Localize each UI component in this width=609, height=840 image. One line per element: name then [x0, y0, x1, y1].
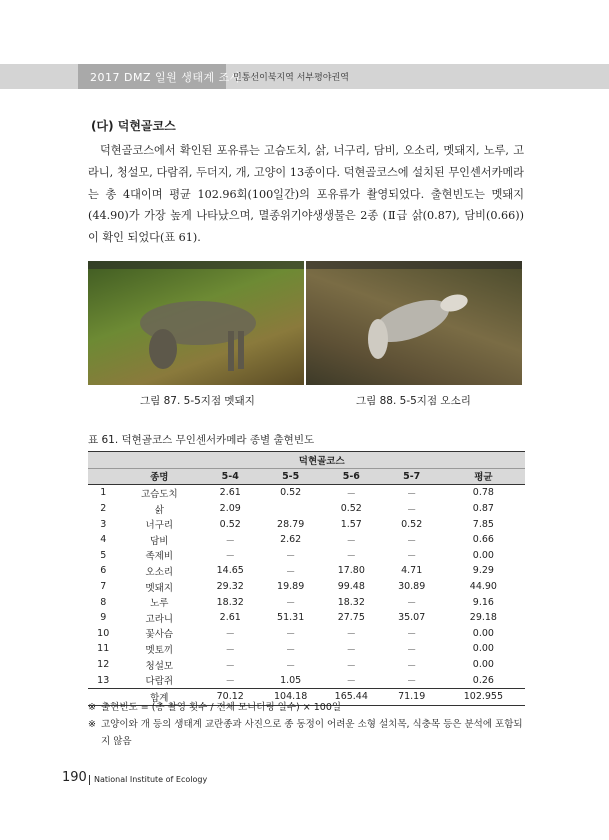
- frequency-cell: 2.62: [280, 534, 302, 546]
- column-header: 5-7: [382, 468, 442, 485]
- frequency-cell: －: [285, 598, 296, 610]
- frequency-cell: 9.29: [472, 565, 494, 577]
- column-header: 5-4: [200, 468, 260, 485]
- frequency-cell: －: [346, 629, 357, 641]
- row-index-cell: 2: [100, 503, 107, 515]
- frequency-cell: －: [225, 551, 235, 563]
- frequency-cell: 28.79: [277, 518, 305, 530]
- frequency-cell: 2.09: [219, 503, 241, 515]
- frequency-cell: －: [346, 551, 357, 563]
- frequency-cell: 99.48: [337, 581, 365, 593]
- row-index-cell: 3: [100, 518, 107, 530]
- table-row: [88, 532, 525, 548]
- frequency-cell: －: [225, 660, 235, 672]
- total-label: 합계: [118, 688, 200, 705]
- table-body: [88, 485, 525, 705]
- frequency-cell: 2.61: [219, 487, 241, 499]
- frequency-cell: 0.00: [472, 659, 494, 671]
- frequency-cell: 9.16: [472, 596, 494, 608]
- species-name-cell: 삵: [154, 504, 164, 516]
- species-name-cell: 족제비: [145, 551, 174, 563]
- note-mark: ※: [88, 702, 96, 713]
- column-header: 5-6: [321, 468, 382, 485]
- row-index-cell: 1: [100, 487, 107, 499]
- frequency-cell: 0.00: [472, 643, 494, 655]
- frequency-cell: 51.31: [277, 612, 305, 624]
- row-index-cell: 12: [97, 659, 110, 671]
- frequency-cell: 0.87: [472, 503, 494, 515]
- species-name-cell: 다람쥐: [145, 676, 174, 688]
- frequency-cell: －: [225, 535, 235, 547]
- frequency-cell: －: [346, 535, 357, 547]
- frequency-cell: －: [225, 629, 235, 641]
- frequency-cell: －: [285, 644, 296, 656]
- frequency-cell: －: [406, 676, 417, 688]
- total-cell: 70.12: [200, 688, 260, 705]
- frequency-cell: 18.32: [337, 596, 365, 608]
- species-name-cell: 꽃사슴: [145, 629, 174, 641]
- frequency-cell: 29.18: [469, 612, 497, 624]
- row-index-cell: 5: [100, 549, 107, 561]
- table-row: [88, 626, 525, 642]
- frequency-cell: －: [406, 535, 417, 547]
- column-header: 종명: [118, 468, 200, 485]
- table-row: [88, 485, 525, 501]
- figure-caption-left: 그림 87. 5-5지점 멧돼지: [140, 395, 255, 407]
- frequency-cell: 0.00: [472, 549, 494, 561]
- frequency-cell: －: [285, 629, 296, 641]
- frequency-cell: 0.66: [472, 534, 494, 546]
- frequency-cell: 1.05: [280, 674, 302, 686]
- species-name-cell: 노루: [150, 598, 169, 610]
- frequency-cell: －: [346, 488, 357, 500]
- frequency-cell: －: [225, 676, 235, 688]
- table-index-header: [88, 468, 118, 485]
- paragraph-text: 덕현골코스에서 확인된 포유류는 고슴도치, 삵, 너구리, 담비, 오소리, 멧돼지, 노루, 고라니, 청설모, 다람쥐, 두더지, 개, 고양이 13종이다. 덕현골코스에 설치된 무인센서카메라는 총 4대이며 평균 102.96회(100일간)의 포유류가 촬영되었다. 출현빈도는 멧돼지(44.90)가 가장 높게 나타났으며, 멸종위기야생생물은 2종 (Ⅱ급 삵(0.87), 담비(0.66))이 확인 되었다(표 61).: [88, 144, 524, 245]
- frequency-cell: －: [346, 660, 357, 672]
- species-frequency-table: [88, 451, 525, 706]
- footer-organization: National Institute of Ecology: [94, 775, 208, 784]
- row-index-cell: 10: [97, 627, 110, 639]
- frequency-cell: 0.52: [219, 518, 241, 530]
- table-row: [88, 516, 525, 532]
- frequency-cell: 27.75: [337, 612, 365, 624]
- note-text: 고양이와 개 등의 생태계 교란종과 사진으로 종 동정이 어려운 소형 설치목, 식충목 등은 분석에 포함되지 않음: [101, 718, 523, 747]
- total-cell: 104.18: [260, 688, 321, 705]
- species-name-cell: 멧토끼: [145, 644, 174, 656]
- badger-photo: [306, 261, 522, 385]
- frequency-cell: －: [285, 551, 296, 563]
- frequency-cell: －: [406, 598, 417, 610]
- table-row: [88, 610, 525, 626]
- frequency-cell: 17.80: [337, 565, 365, 577]
- frequency-cell: 14.65: [216, 565, 244, 577]
- table-row: [88, 548, 525, 564]
- frequency-cell: 30.89: [398, 581, 426, 593]
- row-index-cell: 6: [100, 565, 107, 577]
- frequency-cell: －: [285, 660, 296, 672]
- note-item: [88, 700, 528, 717]
- row-index-cell: 7: [100, 581, 107, 593]
- frequency-cell: 0.78: [472, 487, 494, 499]
- species-name-cell: 고슴도치: [140, 488, 178, 500]
- wild-boar-silhouette: [88, 261, 304, 385]
- report-title: 2017 DMZ 일원 생태계 조사: [90, 71, 241, 84]
- frequency-cell: －: [406, 629, 417, 641]
- frequency-cell: 18.32: [216, 596, 244, 608]
- body-paragraph: [88, 140, 524, 249]
- species-name-cell: 담비: [150, 535, 169, 547]
- table-row: [88, 579, 525, 595]
- badger-silhouette: [306, 261, 522, 385]
- frequency-cell: 35.07: [398, 612, 426, 624]
- frequency-cell: 0.52: [280, 487, 302, 499]
- camera-timestamp-bar: [306, 261, 522, 269]
- table-row: [88, 501, 525, 517]
- table-row: [88, 594, 525, 610]
- section-heading: (다) 덕현골코스: [91, 119, 176, 133]
- note-text: 출현빈도 = (총 촬영 횟수 / 전체 모니터링 일수) × 100일: [101, 702, 342, 713]
- table-title: 표 61. 덕현골코스 무인센서카메라 종별 출현빈도: [88, 434, 315, 446]
- footer-separator: [89, 775, 90, 785]
- column-header: 5-5: [260, 468, 321, 485]
- note-item: [88, 717, 528, 751]
- frequency-cell: 1.57: [340, 518, 362, 530]
- table-group-header: 덕현골코스: [118, 452, 525, 469]
- frequency-cell: －: [406, 644, 417, 656]
- frequency-cell: －: [346, 644, 357, 656]
- frequency-cell: 0.52: [401, 518, 423, 530]
- table-row: [88, 563, 525, 579]
- frequency-cell: 2.61: [219, 612, 241, 624]
- frequency-cell: －: [406, 504, 417, 516]
- frequency-cell: 19.89: [277, 581, 305, 593]
- frequency-cell: 29.32: [216, 581, 244, 593]
- species-name-cell: 너구리: [145, 520, 174, 532]
- frequency-cell: [260, 501, 321, 517]
- table-notes: [88, 700, 528, 750]
- frequency-cell: 7.85: [472, 518, 494, 530]
- row-index-cell: 9: [100, 612, 107, 624]
- figure-caption-right: 그림 88. 5-5지점 오소리: [356, 395, 471, 407]
- frequency-cell: 4.71: [401, 565, 423, 577]
- row-index-cell: 11: [97, 643, 110, 655]
- column-header: 평균: [442, 468, 525, 485]
- row-index-cell: 4: [100, 534, 107, 546]
- page-number: 190: [62, 770, 87, 785]
- total-cell: 165.44: [321, 688, 382, 705]
- frequency-cell: －: [406, 551, 417, 563]
- table-row: [88, 641, 525, 657]
- species-name-cell: 멧돼지: [145, 582, 174, 594]
- species-name-cell: 청설모: [145, 660, 174, 672]
- report-subtitle: 민통선이북지역 서부평야권역: [233, 73, 349, 83]
- frequency-cell: －: [406, 660, 417, 672]
- row-index-cell: 13: [97, 674, 110, 686]
- total-cell: 102.955: [442, 688, 525, 705]
- frequency-cell: 0.00: [472, 627, 494, 639]
- note-mark: ※: [88, 718, 96, 730]
- frequency-cell: －: [225, 644, 235, 656]
- frequency-cell: －: [285, 566, 296, 578]
- frequency-cell: 44.90: [469, 581, 497, 593]
- total-cell: 71.19: [382, 688, 442, 705]
- wild-boar-photo: [88, 261, 304, 385]
- species-name-cell: 고라니: [145, 613, 174, 625]
- frequency-cell: 0.52: [340, 503, 362, 515]
- frequency-cell: －: [406, 488, 417, 500]
- camera-timestamp-bar: [88, 261, 304, 269]
- table-row: [88, 672, 525, 688]
- species-name-cell: 오소리: [145, 566, 174, 578]
- frequency-cell: －: [346, 676, 357, 688]
- frequency-cell: 0.26: [472, 674, 494, 686]
- table-row: [88, 657, 525, 673]
- table-corner-cell: [88, 452, 118, 469]
- row-index-cell: 8: [100, 596, 107, 608]
